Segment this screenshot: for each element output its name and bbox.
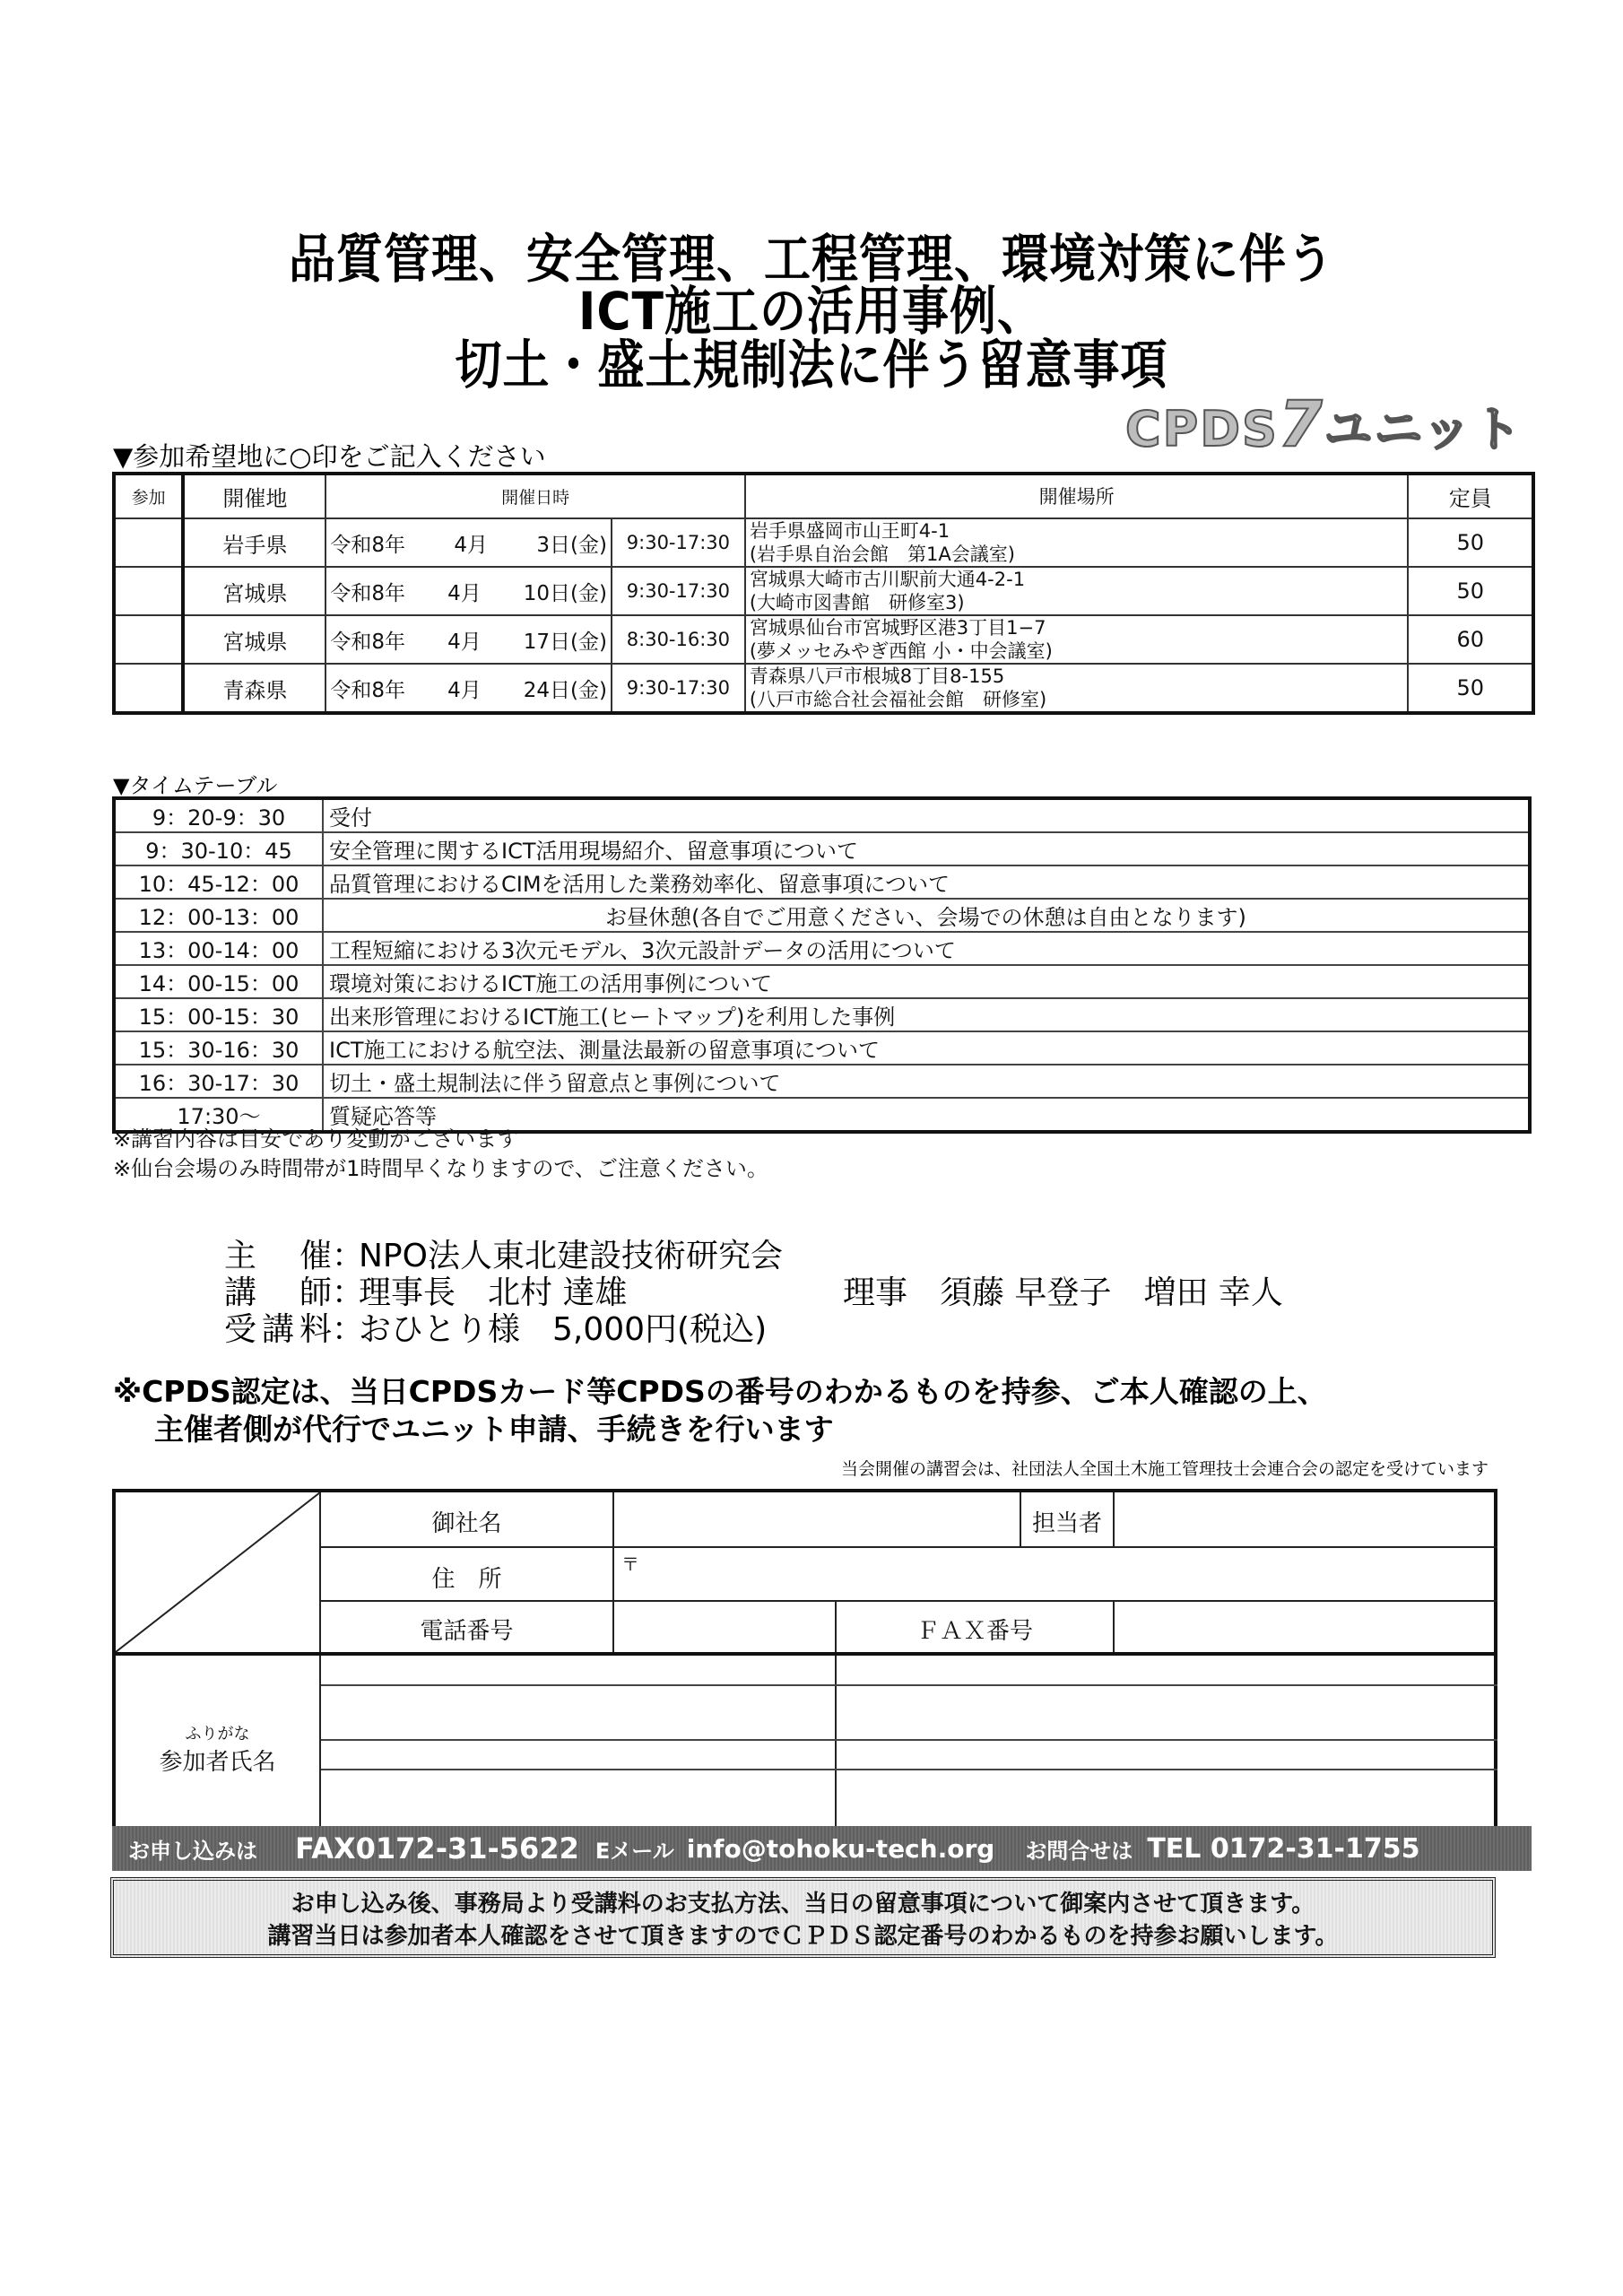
join-checkbox-cell[interactable] — [114, 567, 183, 615]
header-place: 開催場所 — [745, 474, 1409, 518]
venue-prefecture: 岩手県 — [183, 518, 325, 567]
timetable-row — [114, 865, 1530, 899]
timetable-content: 切土・盛土規制法に伴う留意点と事例について — [323, 1065, 1530, 1098]
lecturer-colon: ： — [332, 1274, 365, 1311]
venue-capacity: 50 — [1408, 567, 1533, 615]
venue-row — [114, 664, 1533, 713]
cpds-badge-number: 7 — [1278, 387, 1324, 461]
venue-month: 4月 — [447, 581, 482, 605]
join-checkbox-cell[interactable] — [114, 615, 183, 664]
fax-label: ＦＡＸ番号 — [916, 1618, 1033, 1645]
company-name-field[interactable] — [614, 1492, 1020, 1546]
venue-day: 10日(金) — [523, 581, 607, 605]
venue-date — [325, 518, 612, 567]
venue-time: 9:30-17:30 — [612, 518, 745, 567]
lecturer-1: 理事長 北村 達雄 — [359, 1274, 628, 1311]
email-label: Eメール — [595, 1838, 674, 1864]
participant-3-field[interactable] — [321, 1741, 835, 1826]
host-value: NPO法人東北建設技術研究会 — [359, 1238, 783, 1274]
venue-hall: (岩手県自治会館 第1A会議室) — [749, 544, 1015, 565]
timetable-row — [114, 832, 1530, 865]
venue-era: 令和8年 — [330, 533, 406, 557]
contact-person-label: 担当者 — [1031, 1510, 1102, 1537]
timetable-content: お昼休憩(各自でご用意ください、会場での休憩は自由となります) — [323, 899, 1530, 932]
cpds-note-line-1: ※CPDS認定は、当日CPDSカード等CPDSの番号のわかるものを持参、ご本人確認の上、 — [113, 1374, 1327, 1409]
venue-prefecture: 宮城県 — [183, 567, 325, 615]
timetable-time: 15：00-15：30 — [114, 998, 323, 1031]
timetable-row — [114, 899, 1530, 932]
venue-table — [112, 472, 1535, 715]
timetable-row — [114, 798, 1530, 832]
timetable-time: 16：30-17：30 — [114, 1065, 323, 1098]
apply-label: お申し込みは — [128, 1838, 257, 1864]
timetable-time: 14：00-15：00 — [114, 965, 323, 998]
cpds-badge-prefix: CPDS — [1125, 401, 1279, 457]
timetable-content: 工程短縮における3次元モデル、3次元設計データの活用について — [323, 932, 1530, 965]
participant-2-field[interactable] — [837, 1656, 1497, 1740]
lecturer-key: 講師 — [224, 1274, 332, 1311]
join-checkbox-cell[interactable] — [114, 518, 183, 567]
timetable-row — [114, 932, 1530, 965]
venue-time: 9:30-17:30 — [612, 567, 745, 615]
venue-era: 令和8年 — [330, 581, 406, 605]
participant-1-field[interactable] — [321, 1656, 835, 1740]
venue-month: 4月 — [447, 630, 482, 654]
venue-address: 青森県八戸市根城8丁目8-155 — [749, 665, 1005, 687]
venue-hall: (八戸市総合社会福祉会館 研修室) — [749, 689, 1047, 710]
title-line-1: 品質管理、安全管理、工程管理、環境対策に伴う — [288, 230, 1334, 291]
venue-header-row — [114, 474, 1533, 518]
participant-name-label: 参加者氏名 — [159, 1749, 276, 1776]
fee-key: 受講料 — [224, 1311, 332, 1348]
venue-date — [325, 615, 612, 664]
venue-day: 24日(金) — [523, 678, 607, 702]
participant-4-field[interactable] — [837, 1741, 1497, 1826]
certification-note: 当会開催の講習会は、社団法人全国土木施工管理技士会連合会の認定を受けています — [840, 1459, 1488, 1479]
phone-label: 電話番号 — [420, 1618, 514, 1645]
header-capacity: 定員 — [1408, 474, 1533, 518]
contact-person-field[interactable] — [1115, 1492, 1497, 1546]
timetable-content: 品質管理におけるCIMを活用した業務効率化、留意事項について — [323, 865, 1530, 899]
phone-field[interactable] — [614, 1602, 835, 1652]
timetable-content: 受付 — [323, 798, 1530, 832]
timetable-content: 出来形管理におけるICT施工(ヒートマップ)を利用した事例 — [323, 998, 1530, 1031]
venue-row — [114, 615, 1533, 664]
timetable-time: 13：00-14：00 — [114, 932, 323, 965]
fee-colon: ： — [332, 1311, 365, 1348]
venue-day: 3日(金) — [536, 533, 607, 557]
timetable-time: 17:30～ — [114, 1098, 323, 1132]
contact-bar — [112, 1826, 1532, 1871]
cpds-unit-badge — [1125, 387, 1523, 461]
furigana-label: ふりがな — [185, 1725, 250, 1744]
timetable-time: 15：30-16：30 — [114, 1031, 323, 1065]
company-name-label: 御社名 — [431, 1510, 502, 1537]
timetable-time: 9：20-9：30 — [114, 798, 323, 832]
timetable-time: 10：45-12：00 — [114, 865, 323, 899]
timetable-row — [114, 1065, 1530, 1098]
address-field[interactable] — [614, 1548, 1497, 1600]
blank-diagonal-cell — [116, 1492, 322, 1652]
timetable-time: 9：30-10：45 — [114, 832, 323, 865]
email-link[interactable]: info@tohoku-tech.org — [686, 1833, 995, 1864]
venue-address: 宮城県仙台市宮城野区港3丁目1−7 — [749, 617, 1046, 639]
venue-hall: (大崎市図書館 研修室3) — [749, 592, 965, 613]
venue-row — [114, 567, 1533, 615]
timetable-content: 質疑応答等 — [323, 1098, 1530, 1132]
join-checkbox-cell[interactable] — [114, 664, 183, 713]
venue-capacity: 50 — [1408, 518, 1533, 567]
title-line-3: 切土・盛土規制法に伴う留意事項 — [455, 335, 1168, 396]
venue-date — [325, 664, 612, 713]
timetable-row — [114, 1031, 1530, 1065]
header-prefecture: 開催地 — [183, 474, 325, 518]
timetable-note-1: ※講習内容は目安であり変動がございます — [113, 1126, 519, 1152]
venue-era: 令和8年 — [330, 678, 406, 702]
timetable-note-2: ※仙台会場のみ時間帯が1時間早くなりますので、ご注意ください。 — [113, 1156, 768, 1181]
timetable-content: ICT施工における航空法、測量法最新の留意事項について — [323, 1031, 1530, 1065]
notice-line-2: 講習当日は参加者本人確認をさせて頂きますのでＣＰＤＳ認定番号のわかるものを持参お願いします。 — [267, 1923, 1339, 1950]
venue-place — [745, 518, 1409, 567]
timetable-row — [114, 998, 1530, 1031]
venue-time: 9:30-17:30 — [612, 664, 745, 713]
header-datetime: 開催日時 — [325, 474, 744, 518]
host-key: 主催 — [224, 1238, 332, 1274]
venue-place — [745, 567, 1409, 615]
venue-time: 8:30-16:30 — [612, 615, 745, 664]
venue-place — [745, 615, 1409, 664]
timetable-time: 12：00-13：00 — [114, 899, 323, 932]
inquiry-label: お問合せは — [1025, 1838, 1133, 1864]
timetable-content: 安全管理に関するICT活用現場紹介、留意事項について — [323, 832, 1530, 865]
venue-row — [114, 518, 1533, 567]
host-colon: ： — [332, 1238, 365, 1274]
fee-value: おひとり様 5,000円(税込) — [359, 1311, 768, 1348]
fax-field[interactable] — [1115, 1602, 1497, 1652]
address-label: 住 所 — [431, 1566, 502, 1593]
notice-box — [110, 1877, 1496, 1958]
venue-date — [325, 567, 612, 615]
application-form — [112, 1489, 1497, 1830]
lecturer-2: 理事 須藤 早登子 増田 幸人 — [843, 1274, 1283, 1311]
cpds-badge-suffix: ユニット — [1324, 401, 1523, 457]
header-join: 参加 — [114, 474, 183, 518]
title-line-2: ICT施工の活用事例、 — [578, 282, 1045, 343]
venue-prefecture: 宮城県 — [183, 615, 325, 664]
timetable — [112, 796, 1532, 1134]
tel-number: TEL 0172-31-1755 — [1147, 1832, 1420, 1865]
venue-era: 令和8年 — [330, 630, 406, 654]
postal-mark: 〒 — [621, 1553, 639, 1575]
cpds-note-line-2: 主催者側が代行でユニット申請、手続きを行います — [154, 1412, 834, 1447]
venue-prefecture: 青森県 — [183, 664, 325, 713]
venue-address: 宮城県大崎市古川駅前大通4-2-1 — [749, 569, 1026, 590]
venue-capacity: 60 — [1408, 615, 1533, 664]
venue-day: 17日(金) — [523, 630, 607, 654]
venue-instruction: ▼参加希望地に○印をご記入ください — [113, 441, 546, 472]
timetable-row — [114, 965, 1530, 998]
venue-address: 岩手県盛岡市山王町4-1 — [749, 520, 950, 542]
venue-hall: (夢メッセみやぎ西館 小・中会議室) — [749, 640, 1053, 662]
timetable-content: 環境対策におけるICT施工の活用事例について — [323, 965, 1530, 998]
notice-line-1: お申し込み後、事務局より受講料のお支払方法、当日の留意事項について御案内させて頂きます。 — [291, 1891, 1315, 1918]
venue-month: 4月 — [447, 678, 482, 702]
fee-row — [224, 1304, 767, 1350]
fax-number: FAX0172-31-5622 — [295, 1831, 579, 1866]
venue-capacity: 50 — [1408, 664, 1533, 713]
venue-place — [745, 664, 1409, 713]
venue-month: 4月 — [454, 533, 489, 557]
timetable-label: ▼タイムテーブル — [113, 773, 278, 798]
